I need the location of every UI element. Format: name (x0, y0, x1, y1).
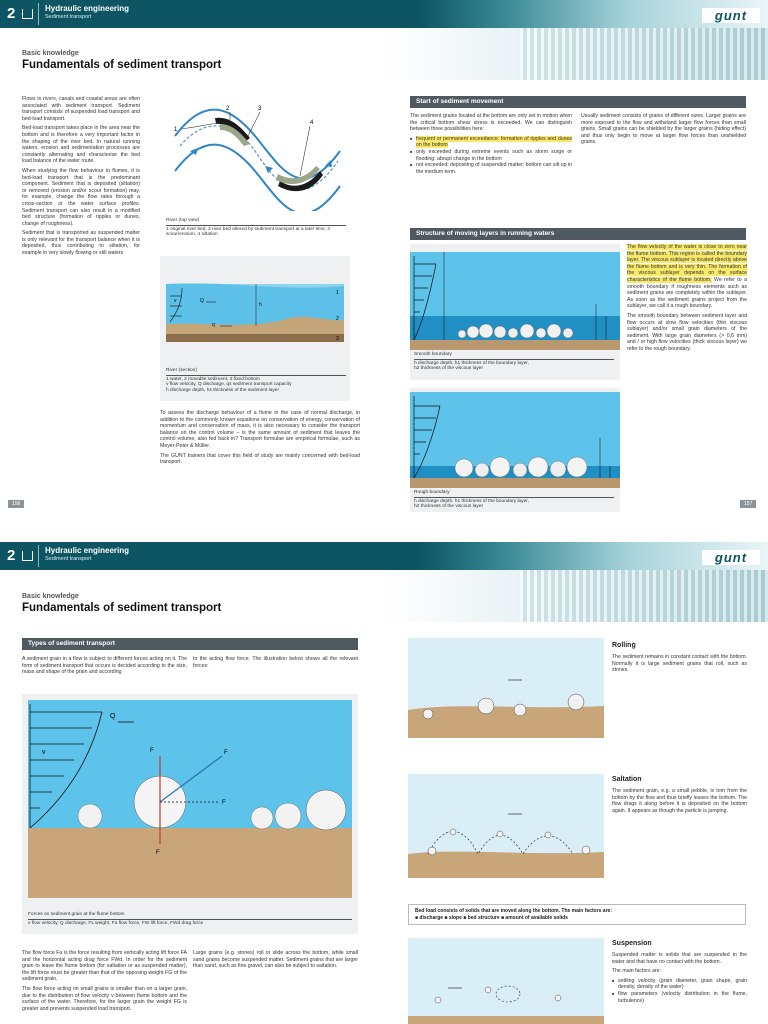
types-text-right: to the acting flow force. The illustration below shows all the relevant forces: (193, 656, 358, 669)
river-top-view (160, 96, 350, 244)
header-bar-2 (0, 542, 768, 570)
intro-text (22, 96, 140, 260)
bottom-text-mid: Large grains (e.g. stones) roll or slide across the bottom, while small sand grains become suspended matter. Sediment grains that are larger than sand, such as fine gravel, can also be subject to saltation. (193, 950, 358, 970)
intro-paragraph: Bed-load transport takes place in the area near the bottom and is therefore a very important factor in the shaping of the river bed. In natural running waters, erosion and sedimentation processes are constantly alternating and characterise the bed load balance of the water route. (22, 125, 140, 165)
label-qs: q (212, 322, 215, 328)
smooth-caption: Smooth boundary h discharge depth, h1 thickness of the boundary layer, h2 thickness of the viscous layer (414, 352, 614, 372)
chapter-number: 2 (7, 547, 16, 564)
page-number-left: 156 (8, 500, 24, 508)
saltation-title: Saltation (612, 776, 642, 783)
kicker: Basic knowledge (22, 50, 79, 57)
page-bottom (0, 512, 768, 1024)
forces-panel (22, 694, 358, 934)
river-top-diagram (160, 96, 350, 211)
rolling-image (408, 638, 604, 738)
label-h: h (259, 302, 262, 308)
smooth-boundary-diagram (410, 244, 620, 350)
label-q: Q (200, 298, 204, 304)
book-icon (22, 551, 33, 561)
middle-text: To assess the discharge behaviour of a flume in the case of normal discharge, in addition to the commonly known equations on conservation of energy, conservation of momentum and conservation of mass, it is also necessary to consider the transport balance on the control volume – is the same amount of sediment that leaves the control volume, also fed back in? Transport formulae are empirical formulae, such as Meyer-Peter & Müller. The GUNT trainers that cover this field of study are mainly concerned with bed-load transport. (160, 410, 360, 466)
suspension-bullet: ■ settling velocity (grain diameter, grain shape, grain density, density of the water) (612, 978, 747, 991)
suspension-text: Suspended matter is solids that are suspended in the water and that have no contact with the bottom. The main factors are: ■ settling velocity (grain diameter, grain shape, grain density, density of the water) ■ flow parameters (velocity distribution in the flume, turbulence) (612, 952, 747, 1004)
smooth-boundary-panel (410, 244, 620, 380)
callout-2: 2 (226, 106, 230, 112)
chapter-number: 2 (7, 5, 16, 22)
bottom-text-left: The flow force Fa is the force resulting from vertically acting lift force FA and the horizontal acting drag force FWd. In order for the sediment grain to leave the flume bottom (for saltation or as suspended matter), the lift force must be greater than that of the opposing weight FG of the sediment grain. The flow force acting on small grains is smaller than on a larger grain, due to the distribution of flow velocity v between flume bottom and the surface of the water. Therefore, for the larger grain the weight FG is greater and prevents suspended load transport. (22, 950, 187, 1012)
rolling-diagram (408, 638, 604, 738)
book-icon (22, 9, 33, 19)
section-bar-types: Types of sediment transport (22, 638, 358, 650)
section-callout-1: 1 (336, 290, 339, 296)
intro-paragraph: When studying the flow behaviour in flumes, it is bed-load transport that is the predominant component. Sediment that is deposited (siltation) or removed (erosion and/or scour formation) may, for example, change the flow rates through a cross-section or the water surface profiles. Sediment transport can also result in a modified bed structure (formation of ripples or dunes, change of roughness). (22, 167, 140, 227)
saltation-text: The sediment grain, e.g. a small pebble, is torn from the bottom by the flow and thus briefly leaves the bottom. The flow drags it along before it is deposited on the bottom again. It appears as though the particle is jumping. (612, 788, 747, 814)
river-top-caption: River (top view) 1 original river bed, 2 river bed altered by sediment transport at a later time, 3 scour/erosion, 4 siltation (166, 218, 346, 238)
river-section-diagram (160, 256, 350, 361)
rough-caption: Rough boundary h discharge depth, h1 thickness of the boundary layer, h2 thickness of the viscous layer (414, 490, 614, 510)
rough-boundary-diagram (410, 388, 620, 488)
river-section-view (160, 256, 350, 401)
callout-3: 3 (258, 106, 262, 112)
saltation-image (408, 774, 604, 878)
gunt-logo: gunt (702, 8, 760, 23)
page-number-right: 157 (740, 500, 756, 508)
saltation-diagram (408, 774, 604, 878)
forces-label-fa: F (150, 748, 154, 754)
layers-text: The flow velocity of the water is close to zero near the flume bottom. This region is called the boundary layer. The viscous sublayer is located directly above the flume bottom and is very thin. The formation of the viscous sublayer depends on the surface characteristics of the flume bottom. We refer to a smooth boundary if roughness elements such as sediment grains are completely within the sublayer. As soon as the sediment grains project from the sublayer, we call it a rough boundary. The smooth boundary between sediment layer and flow occurs at slow flow velocities (thin viscous sublayer) and/or small grain diameters of the sediment. With large grain diameters (> 0,6 mm) and / or high flow velocities (thick viscous layer) we refer to the rough boundary. (627, 244, 747, 352)
kicker: Basic knowledge (22, 593, 79, 600)
intro-paragraph: Flows in rivers, canals and coastal areas are often associated with sediment transport. Sediment transport consists of suspended load transport and bed-load transport. (22, 96, 140, 122)
intro-paragraph: Sediment that is transported as suspended matter is only relevant for the transport balance when it is deposited, thus contributing to siltation, for example in very slowly flowing or still waters (22, 230, 140, 257)
suspension-title: Suspension (612, 940, 652, 947)
section-callout-3: 3 (336, 336, 339, 342)
rolling-text: The sediment remains in constant contact with the bottom. Normally it is large sediment grains that roll, such as stones. (612, 654, 747, 674)
callout-1: 1 (174, 127, 178, 133)
forces-label-fw: F (222, 800, 226, 806)
gunt-logo: gunt (702, 550, 760, 565)
start-text: The sediment grains located at the bottom are only set in motion when the critical bottom shear stress is exceeded. We can distinguish between three possibilities here: ■ frequent or permanent exceedance: formation of ripples and dunes on the bottom ■ only exceeded during extreme events such as storm surge or flooding: abrupt change in the bottom ■ not exceeded: depositing of suspended matter; bottom can silt up in the medium term. (410, 113, 572, 175)
waterfall-image (520, 28, 768, 80)
bedload-box: Bed load consists of solids that are moved along the bottom. The main factors are: ■ discharge ■ slope ■ bed structure ■ amount of available solids (408, 904, 746, 925)
forces-label-q: Q (110, 713, 116, 720)
start-bullet: ■ frequent or permanent exceedance: formation of ripples and dunes on the bottom (410, 136, 572, 149)
forces-label-v: v (42, 749, 46, 756)
start-bullet: ■ only exceeded during extreme events such as storm surge or flooding: abrupt change in the bottom (410, 149, 572, 162)
waterfall-image (520, 570, 768, 622)
header-subtitle: Sediment transport (45, 14, 92, 20)
section-bar-layers: Structure of moving layers in running waters (410, 228, 746, 240)
river-section-caption: River (section) 1 water, 2 movable sediment, 3 fixed bottom v flow velocity, Q discharge, qs sediment transport capacity h discharge depth, hs thickness of the sediment layer (166, 368, 346, 393)
header-title: Hydraulic engineering (45, 546, 130, 555)
suspension-bullet: ■ flow parameters (velocity distribution in the flume, turbulence) (612, 991, 747, 1004)
forces-diagram (22, 694, 358, 904)
page-title-2: Fundamentals of sediment transport (22, 602, 222, 614)
rolling-title: Rolling (612, 642, 636, 649)
suspension-image (408, 938, 604, 1024)
suspension-diagram (408, 938, 604, 1024)
types-text-left: A sediment grain in a flow is subject to different forces acting on it. The form of sediment transport that occurs is decided according to the size, mass and shape of the grain and according (22, 656, 187, 676)
section-bar-start: Start of sediment movement (410, 96, 746, 108)
rough-boundary-panel (410, 388, 620, 512)
header-subtitle: Sediment transport (45, 556, 92, 562)
callout-4: 4 (310, 120, 314, 126)
forces-label-fl: F (224, 750, 228, 756)
label-v: v (174, 298, 177, 304)
header-bar (0, 0, 768, 28)
forces-label-fg: F (156, 850, 160, 856)
layers-highlight: The flow velocity of the water is close to zero near the flume bottom. This region is called the boundary layer. The viscous sublayer is located directly above the flume bottom and is very thin. The formation of the viscous sublayer depends on the surface characteristics of the flume bottom. (627, 244, 747, 283)
section-callout-2: 2 (336, 316, 339, 322)
start-text-right: Usually sediment consists of grains of different sizes. Larger grains are more exposed to the flow and withstand larger flow forces than small grains. Small grains can be shielded by the larger grains (hiding effect) and thus only begin to move at larger flow forces than unshielded grains. (581, 113, 746, 146)
forces-caption: Forces on sediment grain at the flume bottom v flow velocity, Q discharge, FL weight, Fa flow force, FW lift force, FWd drag force (28, 912, 352, 926)
page-title: Fundamentals of sediment transport (22, 59, 222, 71)
start-bullet: ■ not exceeded: depositing of suspended matter; bottom can silt up in the medium term. (410, 162, 572, 175)
header-title: Hydraulic engineering (45, 4, 130, 13)
